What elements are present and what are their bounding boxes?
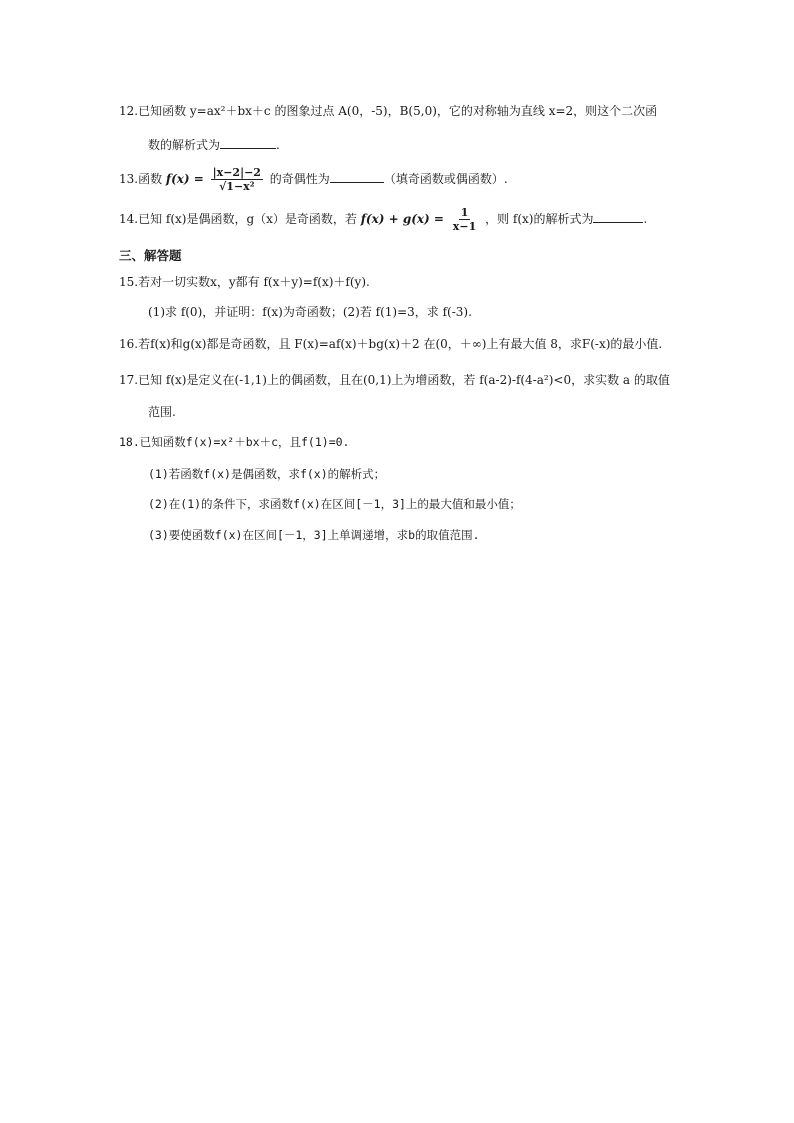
q14-suffix-a: ，则 f(x)的解析式为 — [485, 212, 594, 226]
q12-line2-prefix: 数的解析式为 — [148, 138, 221, 152]
q14-line — [119, 204, 647, 234]
q17-line2: 范围. — [148, 405, 176, 419]
q18-sub3: (3)要使函数f(x)在区间[－1，3]上单调递增，求b的取值范围. — [148, 528, 480, 542]
q13-denominator: √1−x² — [219, 180, 255, 193]
q17-line1: 17.已知 f(x)是定义在(-1,1)上的偶函数，且在(0,1)上为增函数，若 f(a-2)-f(4-a²)<0，求实数 a 的取值 — [119, 373, 670, 387]
q18-sub2: (2)在(1)的条件下，求函数f(x)在区间[－1，3]上的最大值和最小值； — [148, 497, 521, 511]
q14-numerator: 1 — [460, 206, 469, 219]
q12-line2-suffix: . — [276, 138, 280, 152]
q14-prefix: 14.已知 f(x)是偶函数，g（x）是奇函数，若 — [119, 212, 357, 226]
q13-suffix-a: 的奇偶性为 — [269, 172, 330, 186]
q12-answer-blank — [220, 136, 276, 149]
q15-line1: 15.若对一切实数x，y都有 f(x＋y)=f(x)＋f(y). — [119, 275, 370, 289]
q14-denominator: x−1 — [452, 220, 477, 233]
q13-function-name: f(x) = — [165, 172, 204, 186]
q18-sub1: (1)若函数f(x)是偶函数，求f(x)的解析式； — [148, 467, 386, 481]
q13-line — [119, 164, 508, 194]
q12-line2 — [148, 136, 280, 153]
q13-suffix-b: （填奇函数或偶函数）. — [383, 172, 508, 186]
q16-line1: 16.若f(x)和g(x)都是奇函数，且 F(x)=af(x)＋bg(x)＋2 在(0，＋∞)上有最大值 8，求F(-x)的最小值. — [119, 337, 663, 351]
q14-fraction — [451, 206, 478, 233]
q13-prefix: 13.函数 — [119, 172, 163, 186]
q14-expression: f(x) + g(x) = — [360, 212, 444, 226]
q13-numerator: |x−2|−2 — [212, 166, 261, 179]
q12-line1: 12.已知函数 y=ax²＋bx＋c 的图象过点 A(0，-5)，B(5,0)，它的对称轴为直线 x=2，则这个二次函 — [119, 104, 658, 118]
q13-answer-blank — [330, 170, 384, 183]
section-heading: 三、解答题 — [119, 248, 182, 263]
q18-line1: 18.已知函数f(x)=x²＋bx＋c，且f(1)=0. — [119, 435, 350, 449]
q14-answer-blank — [593, 210, 643, 223]
q13-fraction — [211, 166, 263, 193]
q14-suffix-b: . — [643, 212, 648, 226]
q15-line2: (1)求 f(0)，并证明：f(x)为奇函数；(2)若 f(1)=3，求 f(-3). — [148, 305, 472, 319]
